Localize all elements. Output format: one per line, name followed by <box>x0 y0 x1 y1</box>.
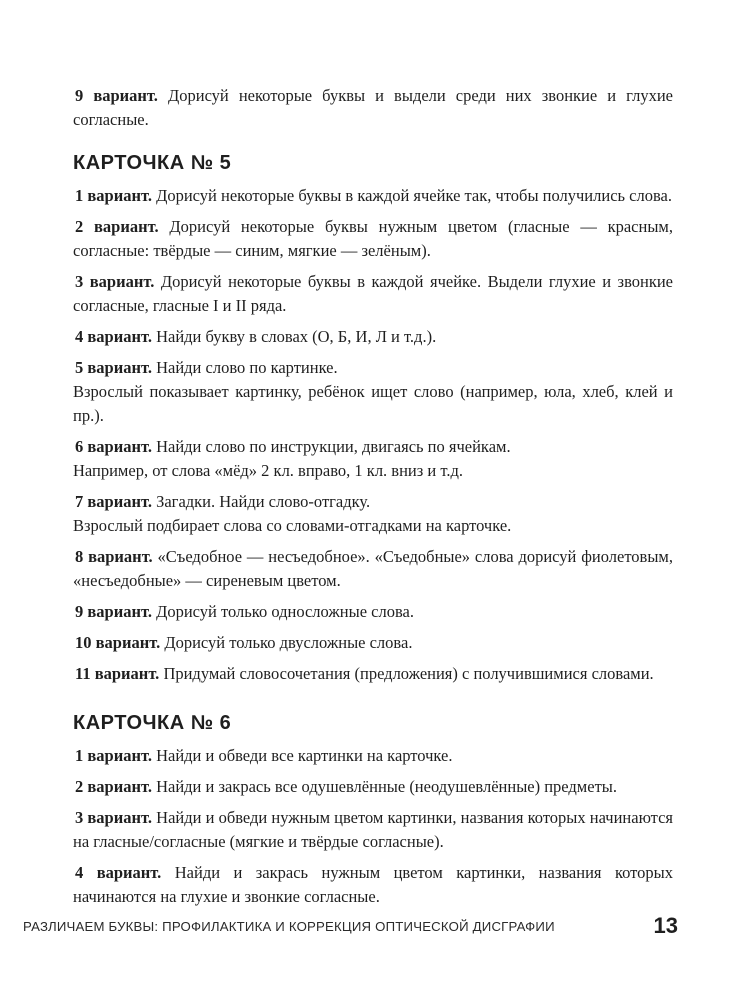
card-5-heading: КАРТОЧКА № 5 <box>73 152 232 174</box>
intro-section <box>73 84 673 132</box>
variant-label: 1 вариант. <box>75 186 152 205</box>
variant-label: 1 вариант. <box>75 746 152 765</box>
variant-label: 2 вариант. <box>75 217 159 236</box>
variant-label: 9 вариант. <box>75 86 158 105</box>
card-6-heading: КАРТОЧКА № 6 <box>73 712 232 734</box>
variant-label: 6 вариант. <box>75 437 152 456</box>
variant-paragraph <box>73 325 673 349</box>
variant-text: Найди слово по картинке. <box>151 358 338 377</box>
page-number: 13 <box>653 913 678 938</box>
variant-note: Взрослый показывает картинку, ребёнок ищет слово (например, юла, хлеб, клей и пр.). <box>73 382 673 425</box>
card-6-section <box>73 744 673 909</box>
variant-text: Найди и обведи все картинки на карточке. <box>151 746 453 765</box>
variant-text: Дорисуй некоторые буквы нужным цветом (гласные — красным, согласные: твёрдые — синим, мягкие — зелёным). <box>73 217 673 260</box>
variant-text: Найди и закрась нужным цветом картинки, названия которых начинаются на глухие и звонкие согласные. <box>73 863 673 906</box>
variant-text: Дорисуй только двусложные слова. <box>160 633 413 652</box>
variant-label: 5 вариант. <box>75 358 152 377</box>
variant-paragraph <box>73 631 673 655</box>
variant-paragraph <box>73 435 673 483</box>
variant-paragraph <box>73 270 673 318</box>
variant-text: «Съедобное — несъедобное». «Съедобные» слова дорисуй фиолетовым, «несъедобные» — сиреневым цветом. <box>73 547 673 590</box>
variant-label: 4 вариант. <box>75 327 152 346</box>
variant-label: 11 вариант. <box>75 664 160 683</box>
variant-paragraph <box>73 775 673 799</box>
card-5-section <box>73 184 673 686</box>
variant-note: Взрослый подбирает слова со словами-отгадками на карточке. <box>73 516 512 535</box>
variant-paragraph <box>73 744 673 768</box>
variant-text: Дорисуй некоторые буквы в каждой ячейке так, чтобы получились слова. <box>151 186 673 205</box>
variant-label: 8 вариант. <box>75 547 153 566</box>
variant-text: Загадки. Найди слово-отгадку. <box>151 492 371 511</box>
variant-label: 10 вариант. <box>75 633 161 652</box>
variant-text: Найди слово по инструкции, двигаясь по ячейкам. <box>151 437 511 456</box>
variant-paragraph <box>73 662 673 686</box>
variant-text: Дорисуй некоторые буквы в каждой ячейке. Выдели глухие и звонкие согласные, гласные I и II ряда. <box>73 272 673 315</box>
variant-paragraph <box>73 184 673 208</box>
variant-text: Найди и закрась все одушевлённые (неодушевлённые) предметы. <box>151 777 617 796</box>
variant-text: Дорисуй некоторые буквы и выдели среди них звонкие и глухие согласные. <box>73 86 673 129</box>
variant-paragraph <box>73 545 673 593</box>
variant-paragraph <box>73 356 673 428</box>
variant-label: 4 вариант. <box>75 863 162 882</box>
variant-text: Найди и обведи нужным цветом картинки, названия которых начинаются на гласные/согласные (мягкие и твёрдые согласные). <box>73 808 674 851</box>
variant-label: 7 вариант. <box>75 492 152 511</box>
variant-paragraph <box>73 84 673 132</box>
variant-label: 3 вариант. <box>75 272 155 291</box>
variant-paragraph <box>73 215 673 263</box>
variant-text: Найди букву в словах (О, Б, И, Л и т.д.). <box>151 327 437 346</box>
variant-paragraph <box>73 600 673 624</box>
variant-text: Придумай словосочетания (предложения) с получившимися словами. <box>159 664 654 683</box>
variant-paragraph <box>73 490 673 538</box>
page-footer <box>23 913 678 942</box>
variant-label: 9 вариант. <box>75 602 152 621</box>
variant-text: Дорисуй только односложные слова. <box>151 602 414 621</box>
variant-paragraph <box>73 806 673 854</box>
variant-label: 3 вариант. <box>75 808 152 827</box>
variant-paragraph <box>73 861 673 909</box>
running-footer-title: РАЗЛИЧАЕМ БУКВЫ: ПРОФИЛАКТИКА И КОРРЕКЦИЯ ОПТИЧЕСКОЙ ДИСГРАФИИ <box>23 919 555 934</box>
variant-label: 2 вариант. <box>75 777 152 796</box>
variant-note: Например, от слова «мёд» 2 кл. вправо, 1 кл. вниз и т.д. <box>73 461 463 480</box>
